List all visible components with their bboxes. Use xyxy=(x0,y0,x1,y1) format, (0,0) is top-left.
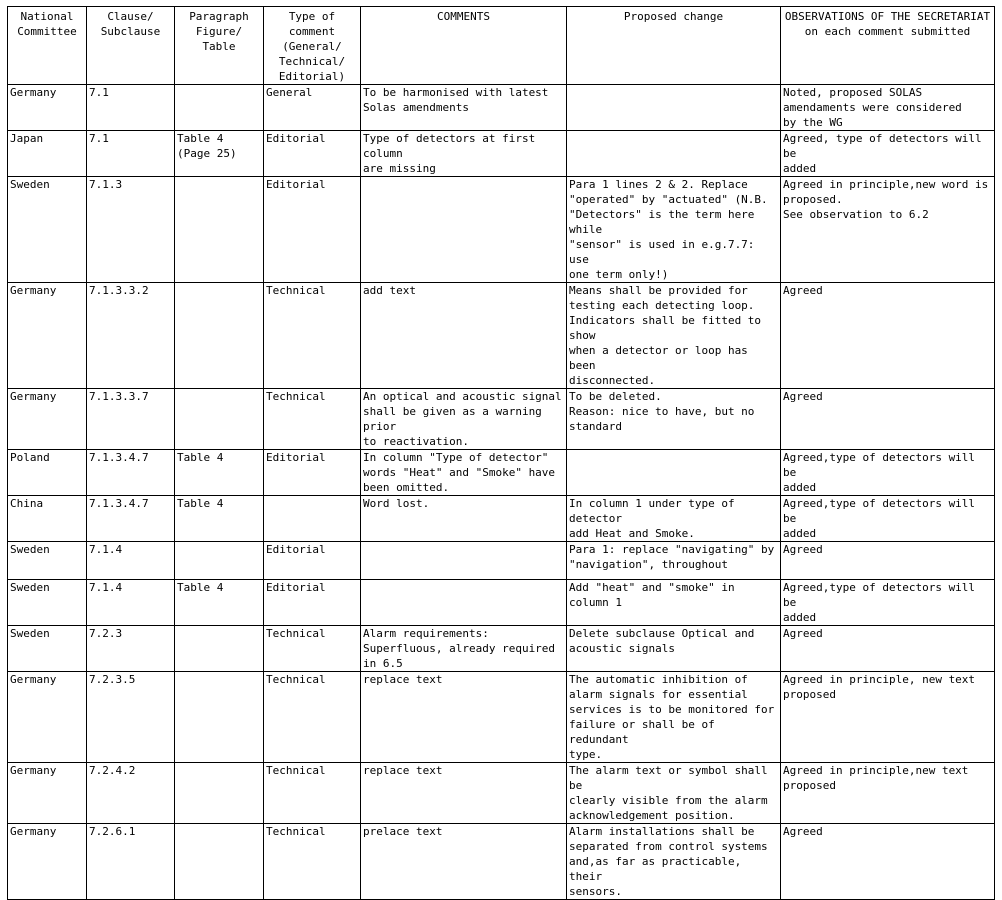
table-row xyxy=(8,824,995,900)
table-row xyxy=(8,626,995,672)
cell-type-of-comment: Technical xyxy=(264,389,361,450)
cell-national-committee: Japan xyxy=(8,131,87,177)
cell-comments: To be harmonised with latest Solas amendments xyxy=(361,85,567,131)
cell-clause: 7.1.3.4.7 xyxy=(87,450,175,496)
cell-type-of-comment: Editorial xyxy=(264,580,361,626)
cell-proposed-change: Means shall be provided for testing each detecting loop. Indicators shall be fitted to show when a detector or loop has been disconnected. xyxy=(567,283,781,389)
cell-national-committee: Poland xyxy=(8,450,87,496)
cell-type-of-comment: Technical xyxy=(264,763,361,824)
cell-clause: 7.1 xyxy=(87,131,175,177)
header-proposed-change: Proposed change xyxy=(567,7,781,85)
cell-type-of-comment: Editorial xyxy=(264,450,361,496)
cell-clause: 7.2.6.1 xyxy=(87,824,175,900)
cell-national-committee: Sweden xyxy=(8,580,87,626)
cell-comments: In column "Type of detector" words "Heat" and "Smoke" have been omitted. xyxy=(361,450,567,496)
cell-proposed-change: Delete subclause Optical and acoustic signals xyxy=(567,626,781,672)
cell-proposed-change: Para 1: replace "navigating" by "navigation", throughout xyxy=(567,542,781,580)
cell-observations: Agreed,type of detectors will be added xyxy=(781,450,995,496)
cell-observations: Agreed in principle, new text proposed xyxy=(781,672,995,763)
header-clause: Clause/ Subclause xyxy=(87,7,175,85)
header-paragraph: Paragraph Figure/ Table xyxy=(175,7,264,85)
table-row xyxy=(8,389,995,450)
cell-paragraph xyxy=(175,824,264,900)
cell-type-of-comment: Technical xyxy=(264,672,361,763)
comments-table xyxy=(7,6,995,900)
cell-national-committee: Germany xyxy=(8,672,87,763)
cell-proposed-change: The automatic inhibition of alarm signals for essential services is to be monitored for failure or shall be of redundant type. xyxy=(567,672,781,763)
header-type-of-comment: Type of comment (General/ Technical/ Editorial) xyxy=(264,7,361,85)
cell-comments: Alarm requirements: Superfluous, already required in 6.5 xyxy=(361,626,567,672)
cell-clause: 7.1.3.3.7 xyxy=(87,389,175,450)
cell-type-of-comment: Editorial xyxy=(264,177,361,283)
cell-comments: replace text xyxy=(361,672,567,763)
cell-observations: Agreed,type of detectors will be added xyxy=(781,580,995,626)
cell-clause: 7.1 xyxy=(87,85,175,131)
cell-paragraph xyxy=(175,626,264,672)
cell-paragraph xyxy=(175,177,264,283)
cell-clause: 7.1.4 xyxy=(87,580,175,626)
cell-clause: 7.2.3 xyxy=(87,626,175,672)
cell-proposed-change xyxy=(567,450,781,496)
cell-comments xyxy=(361,580,567,626)
cell-type-of-comment: Technical xyxy=(264,626,361,672)
header-observations: OBSERVATIONS OF THE SECRETARIAT on each comment submitted xyxy=(781,7,995,85)
cell-proposed-change xyxy=(567,85,781,131)
cell-comments: An optical and acoustic signal shall be given as a warning prior to reactivation. xyxy=(361,389,567,450)
cell-comments: Word lost. xyxy=(361,496,567,542)
table-row xyxy=(8,131,995,177)
cell-national-committee: Sweden xyxy=(8,542,87,580)
cell-paragraph xyxy=(175,542,264,580)
table-row xyxy=(8,177,995,283)
cell-observations: Agreed xyxy=(781,626,995,672)
table-row xyxy=(8,580,995,626)
table-row xyxy=(8,283,995,389)
cell-observations: Agreed xyxy=(781,824,995,900)
cell-clause: 7.1.3.3.2 xyxy=(87,283,175,389)
cell-type-of-comment: Technical xyxy=(264,283,361,389)
cell-paragraph: Table 4 xyxy=(175,450,264,496)
cell-national-committee: Germany xyxy=(8,824,87,900)
cell-observations: Agreed in principle,new text proposed xyxy=(781,763,995,824)
cell-observations: Agreed,type of detectors will be added xyxy=(781,496,995,542)
cell-comments: replace text xyxy=(361,763,567,824)
cell-comments: prelace text xyxy=(361,824,567,900)
cell-observations: Agreed in principle,new word is proposed. See observation to 6.2 xyxy=(781,177,995,283)
cell-comments: add text xyxy=(361,283,567,389)
cell-observations: Noted, proposed SOLAS amendaments were considered by the WG xyxy=(781,85,995,131)
header-national-committee: National Committee xyxy=(8,7,87,85)
cell-national-committee: Sweden xyxy=(8,177,87,283)
header-comments: COMMENTS xyxy=(361,7,567,85)
cell-proposed-change xyxy=(567,131,781,177)
cell-type-of-comment: Editorial xyxy=(264,131,361,177)
cell-proposed-change: Alarm installations shall be separated from control systems and,as far as practicable, their sensors. xyxy=(567,824,781,900)
cell-type-of-comment: General xyxy=(264,85,361,131)
cell-paragraph: Table 4 xyxy=(175,496,264,542)
cell-comments: Type of detectors at first column are missing xyxy=(361,131,567,177)
cell-comments xyxy=(361,177,567,283)
cell-national-committee: Germany xyxy=(8,763,87,824)
cell-proposed-change: In column 1 under type of detector add Heat and Smoke. xyxy=(567,496,781,542)
cell-paragraph xyxy=(175,389,264,450)
cell-type-of-comment xyxy=(264,496,361,542)
cell-national-committee: Sweden xyxy=(8,626,87,672)
table-row xyxy=(8,763,995,824)
table-body xyxy=(8,85,995,900)
cell-proposed-change: The alarm text or symbol shall be clearly visible from the alarm acknowledgement position. xyxy=(567,763,781,824)
cell-proposed-change: To be deleted. Reason: nice to have, but no standard xyxy=(567,389,781,450)
cell-comments xyxy=(361,542,567,580)
cell-paragraph xyxy=(175,672,264,763)
table-row xyxy=(8,450,995,496)
table-row xyxy=(8,672,995,763)
cell-clause: 7.2.4.2 xyxy=(87,763,175,824)
cell-national-committee: Germany xyxy=(8,389,87,450)
cell-observations: Agreed, type of detectors will be added xyxy=(781,131,995,177)
cell-type-of-comment: Editorial xyxy=(264,542,361,580)
table-row xyxy=(8,85,995,131)
cell-paragraph xyxy=(175,85,264,131)
table-row xyxy=(8,542,995,580)
cell-paragraph: Table 4 (Page 25) xyxy=(175,131,264,177)
cell-clause: 7.1.3 xyxy=(87,177,175,283)
cell-national-committee: China xyxy=(8,496,87,542)
cell-clause: 7.1.3.4.7 xyxy=(87,496,175,542)
cell-proposed-change: Add "heat" and "smoke" in column 1 xyxy=(567,580,781,626)
cell-type-of-comment: Technical xyxy=(264,824,361,900)
cell-observations: Agreed xyxy=(781,283,995,389)
cell-clause: 7.1.4 xyxy=(87,542,175,580)
cell-clause: 7.2.3.5 xyxy=(87,672,175,763)
cell-national-committee: Germany xyxy=(8,283,87,389)
cell-observations: Agreed xyxy=(781,542,995,580)
table-row xyxy=(8,496,995,542)
cell-paragraph: Table 4 xyxy=(175,580,264,626)
cell-proposed-change: Para 1 lines 2 & 2. Replace "operated" by "actuated" (N.B. "Detectors" is the term here while "sensor" is used in e.g.7.7: use one term only!) xyxy=(567,177,781,283)
header-row xyxy=(8,7,995,85)
cell-national-committee: Germany xyxy=(8,85,87,131)
cell-observations: Agreed xyxy=(781,389,995,450)
cell-paragraph xyxy=(175,283,264,389)
cell-paragraph xyxy=(175,763,264,824)
